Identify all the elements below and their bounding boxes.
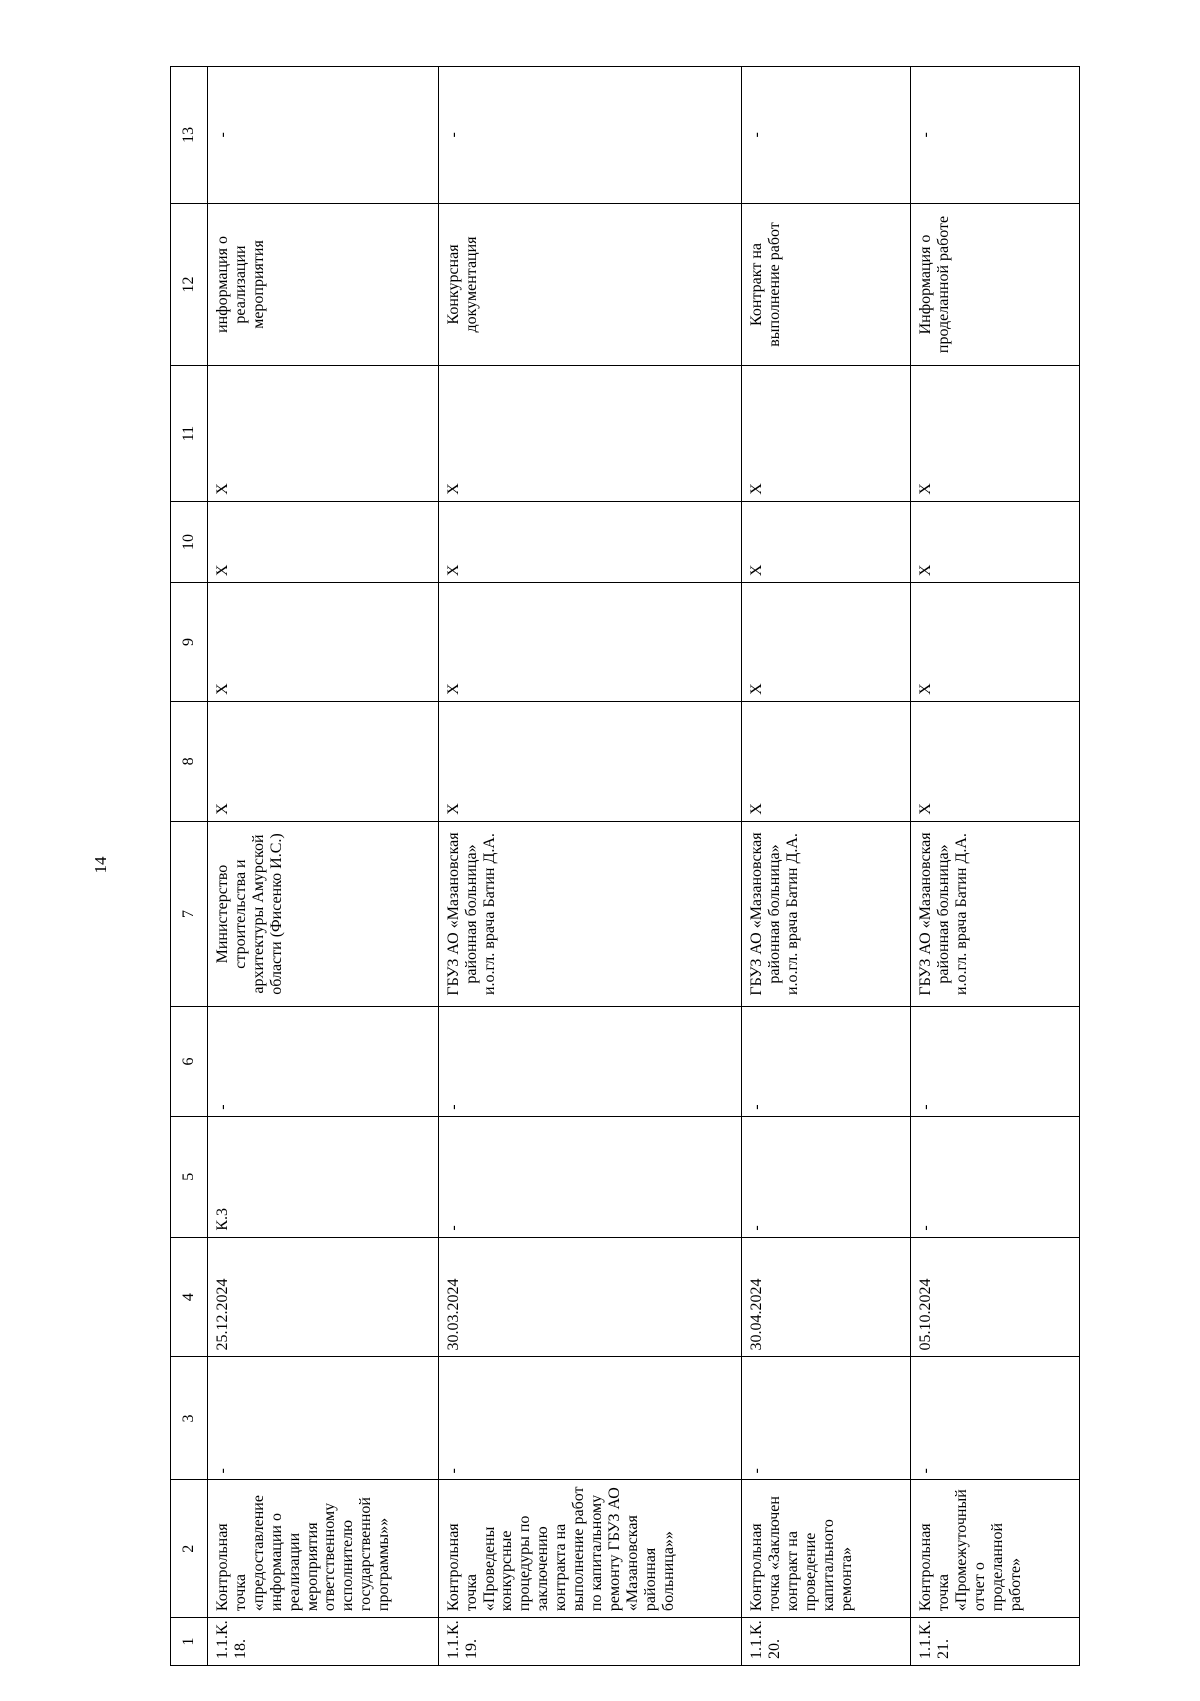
cell-col13: - [438, 67, 742, 204]
cell-col6: - [438, 1007, 742, 1116]
cell-col11: X [742, 366, 911, 502]
cell-date: 25.12.2024 [208, 1237, 439, 1357]
column-header-4: 4 [171, 1237, 208, 1357]
page-number: 14 [91, 856, 110, 874]
cell-col11: X [208, 366, 439, 502]
cell-col10: X [742, 501, 911, 582]
cell-col8: X [438, 701, 742, 821]
control-points-table [170, 66, 1080, 1666]
table-row [742, 67, 911, 1666]
cell-col5: К.3 [208, 1116, 439, 1237]
cell-col8: X [208, 701, 439, 821]
cell-col13: - [742, 67, 911, 204]
cell-responsible: ГБУЗ АО «Мазановская районная больница» и.о.гл. врача Батин Д.А. [911, 821, 1080, 1007]
cell-name: Контрольная точка «предоставление информации о реализации мероприятия ответственному исполнителю государственной программы»» [208, 1480, 439, 1618]
cell-col3: - [911, 1357, 1080, 1480]
column-header-3: 3 [171, 1357, 208, 1480]
column-header-5: 5 [171, 1116, 208, 1237]
cell-col10: X [208, 501, 439, 582]
cell-name: Контрольная точка «Заключен контракт на проведение капитального ремонта» [742, 1480, 911, 1618]
cell-code: 1.1.К. 19. [438, 1618, 742, 1666]
cell-col8: X [742, 701, 911, 821]
column-header-6: 6 [171, 1007, 208, 1116]
cell-responsible: ГБУЗ АО «Мазановская районная больница» и.о.гл. врача Батин Д.А. [438, 821, 742, 1007]
cell-responsible: Министерство строительства и архитектуры Амурской области (Фисенко И.С.) [208, 821, 439, 1007]
cell-document: Контракт на выполнение работ [742, 203, 911, 366]
column-header-13: 13 [171, 67, 208, 204]
cell-name: Контрольная точка «Проведены конкурсные процедуры по заключению контракта на выполнение работ по капитальному ремонту ГБУЗ АО «Мазановская районная больница»» [438, 1480, 742, 1618]
table-row [208, 67, 439, 1666]
cell-col9: X [208, 583, 439, 702]
column-header-8: 8 [171, 701, 208, 821]
column-header-10: 10 [171, 501, 208, 582]
cell-col6: - [742, 1007, 911, 1116]
cell-col5: - [742, 1116, 911, 1237]
cell-col9: X [911, 583, 1080, 702]
column-header-1: 1 [171, 1618, 208, 1666]
cell-date: 30.03.2024 [438, 1237, 742, 1357]
column-header-9: 9 [171, 583, 208, 702]
cell-col3: - [208, 1357, 439, 1480]
cell-col10: X [911, 501, 1080, 582]
table-row [438, 67, 742, 1666]
cell-col13: - [911, 67, 1080, 204]
rotated-table-container [170, 66, 1080, 1666]
cell-col10: X [438, 501, 742, 582]
cell-col9: X [438, 583, 742, 702]
column-header-11: 11 [171, 366, 208, 502]
cell-document: Информация о проделанной работе [911, 203, 1080, 366]
cell-col8: X [911, 701, 1080, 821]
cell-code: 1.1.К. 18. [208, 1618, 439, 1666]
header-row [171, 67, 208, 1666]
column-header-2: 2 [171, 1480, 208, 1618]
column-header-7: 7 [171, 821, 208, 1007]
cell-document: Конкурсная документация [438, 203, 742, 366]
cell-code: 1.1.К. 20. [742, 1618, 911, 1666]
cell-date: 30.04.2024 [742, 1237, 911, 1357]
column-header-12: 12 [171, 203, 208, 366]
table-row [911, 67, 1080, 1666]
cell-col5: - [438, 1116, 742, 1237]
cell-date: 05.10.2024 [911, 1237, 1080, 1357]
cell-code: 1.1.К. 21. [911, 1618, 1080, 1666]
cell-col3: - [742, 1357, 911, 1480]
cell-responsible: ГБУЗ АО «Мазановская районная больница» и.о.гл. врача Батин Д.А. [742, 821, 911, 1007]
cell-document: информация о реализации мероприятия [208, 203, 439, 366]
cell-name: Контрольная точка «Промежуточный отчет о проделанной работе» [911, 1480, 1080, 1618]
cell-col11: X [438, 366, 742, 502]
cell-col6: - [911, 1007, 1080, 1116]
cell-col11: X [911, 366, 1080, 502]
cell-col5: - [911, 1116, 1080, 1237]
cell-col6: - [208, 1007, 439, 1116]
cell-col9: X [742, 583, 911, 702]
cell-col13: - [208, 67, 439, 204]
cell-col3: - [438, 1357, 742, 1480]
